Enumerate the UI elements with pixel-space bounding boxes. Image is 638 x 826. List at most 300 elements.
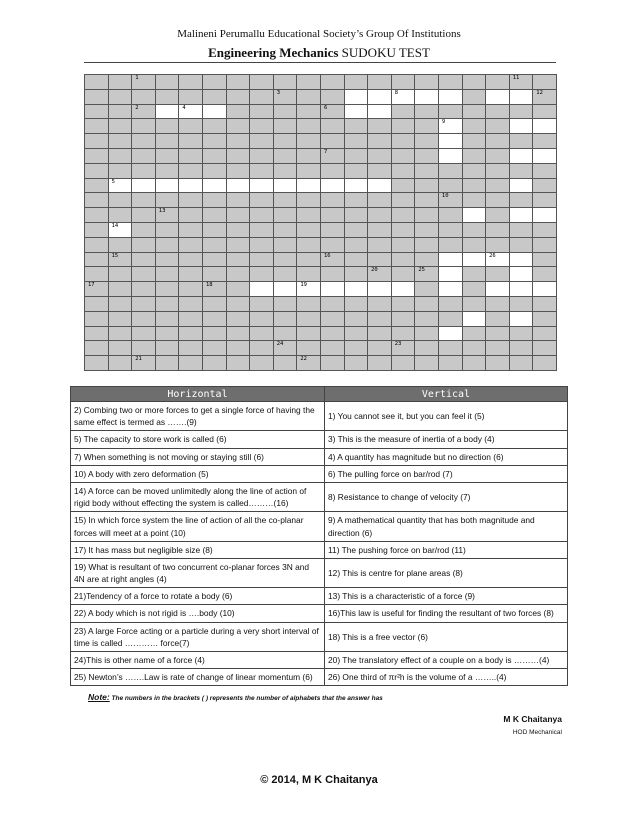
grid-cell-shaded xyxy=(132,252,156,267)
grid-cell-shaded xyxy=(462,163,486,178)
grid-cell-shaded xyxy=(155,134,179,149)
grid-cell-shaded xyxy=(132,119,156,134)
grid-cell-shaded xyxy=(486,104,510,119)
grid-cell-shaded xyxy=(320,356,344,371)
grid-cell-shaded xyxy=(320,193,344,208)
grid-cell-shaded xyxy=(202,252,226,267)
grid-cell-shaded xyxy=(108,193,132,208)
clue-row xyxy=(71,431,568,448)
grid-cell-shaded xyxy=(108,163,132,178)
grid-cell-shaded xyxy=(226,296,250,311)
grid-cell-shaded xyxy=(132,237,156,252)
grid-cell-shaded xyxy=(179,163,203,178)
grid-cell-shaded xyxy=(533,193,557,208)
grid-cell-answer[interactable] xyxy=(438,119,462,134)
grid-cell-answer[interactable] xyxy=(486,252,510,267)
grid-cell-shaded xyxy=(462,282,486,297)
grid-cell-shaded xyxy=(85,326,109,341)
grid-cell-shaded xyxy=(344,311,368,326)
grid-cell-answer[interactable] xyxy=(132,178,156,193)
grid-cell-shaded xyxy=(85,282,109,297)
grid-cell-shaded xyxy=(202,75,226,90)
grid-cell-answer[interactable] xyxy=(509,252,533,267)
grid-cell-shaded xyxy=(391,119,415,134)
horizontal-clue: 24)This is other name of a force (4) xyxy=(71,652,325,669)
grid-cell-answer[interactable] xyxy=(509,178,533,193)
grid-cell-shaded xyxy=(250,163,274,178)
grid-cell-answer[interactable] xyxy=(179,178,203,193)
grid-cell-shaded xyxy=(533,296,557,311)
grid-cell-shaded xyxy=(368,119,392,134)
clue-row xyxy=(71,558,568,587)
grid-cell-answer[interactable] xyxy=(415,89,439,104)
grid-cell-answer[interactable] xyxy=(509,148,533,163)
grid-cell-answer[interactable] xyxy=(438,252,462,267)
grid-cell-shaded xyxy=(132,311,156,326)
grid-cell-shaded xyxy=(179,311,203,326)
grid-cell-answer[interactable] xyxy=(438,89,462,104)
grid-cell-shaded xyxy=(320,134,344,149)
grid-cell-shaded xyxy=(250,89,274,104)
grid-cell-answer[interactable] xyxy=(438,282,462,297)
grid-cell-answer[interactable] xyxy=(438,148,462,163)
grid-cell-shaded xyxy=(226,148,250,163)
grid-cell-answer[interactable] xyxy=(108,178,132,193)
grid-cell-answer[interactable] xyxy=(391,282,415,297)
note xyxy=(88,692,383,702)
clue-number: 11 xyxy=(512,75,520,81)
grid-cell-shaded xyxy=(226,267,250,282)
grid-cell-shaded xyxy=(415,296,439,311)
horizontal-clue: 17) It has mass but negligible size (8) xyxy=(71,541,325,558)
grid-cell-shaded xyxy=(368,341,392,356)
grid-cell-shaded xyxy=(85,163,109,178)
grid-cell-shaded xyxy=(415,163,439,178)
grid-cell-shaded xyxy=(179,75,203,90)
grid-cell-shaded xyxy=(202,326,226,341)
grid-cell-answer[interactable] xyxy=(344,178,368,193)
grid-cell-shaded xyxy=(250,356,274,371)
grid-row xyxy=(85,341,557,356)
grid-cell-shaded xyxy=(273,237,297,252)
grid-cell-shaded xyxy=(533,237,557,252)
grid-cell-answer[interactable] xyxy=(533,208,557,223)
grid-cell-shaded xyxy=(179,326,203,341)
grid-cell-shaded xyxy=(155,356,179,371)
grid-row xyxy=(85,208,557,223)
grid-cell-answer[interactable] xyxy=(438,326,462,341)
grid-cell-answer[interactable] xyxy=(368,178,392,193)
grid-cell-answer[interactable] xyxy=(226,178,250,193)
clue-number: 23 xyxy=(394,341,402,348)
clues-table xyxy=(70,386,568,686)
grid-cell-shaded xyxy=(226,163,250,178)
grid-cell-answer[interactable] xyxy=(533,148,557,163)
grid-cell-shaded xyxy=(132,104,156,119)
clue-row xyxy=(71,512,568,541)
grid-cell-answer[interactable] xyxy=(273,282,297,297)
grid-cell-answer[interactable] xyxy=(509,311,533,326)
grid-cell-shaded xyxy=(179,252,203,267)
clue-number: 1 xyxy=(135,75,139,81)
grid-cell-shaded xyxy=(486,341,510,356)
grid-cell-shaded xyxy=(368,163,392,178)
note-label: Note: xyxy=(88,692,110,702)
grid-cell-shaded xyxy=(391,296,415,311)
grid-cell-answer[interactable] xyxy=(486,89,510,104)
grid-cell-shaded xyxy=(415,341,439,356)
grid-cell-shaded xyxy=(415,208,439,223)
grid-cell-shaded xyxy=(250,134,274,149)
clue-number: 25 xyxy=(418,267,425,274)
grid-cell-shaded xyxy=(132,193,156,208)
grid-cell-answer[interactable] xyxy=(297,282,321,297)
grid-cell-shaded xyxy=(250,341,274,356)
grid-cell-shaded xyxy=(85,311,109,326)
grid-cell-shaded xyxy=(179,356,203,371)
grid-cell-shaded xyxy=(533,356,557,371)
vertical-clue: 12) This is centre for plane areas (8) xyxy=(325,558,568,587)
grid-cell-shaded xyxy=(438,178,462,193)
grid-cell-shaded xyxy=(533,75,557,90)
test-name: SUDOKU TEST xyxy=(338,45,430,60)
grid-cell-shaded xyxy=(226,222,250,237)
clue-row xyxy=(71,652,568,669)
grid-cell-answer[interactable] xyxy=(509,267,533,282)
grid-cell-shaded xyxy=(297,193,321,208)
horizontal-clue: 14) A force can be moved unlimitedly along the line of action of rigid body without effecting the system is called………(16) xyxy=(71,482,325,511)
clue-number: 9 xyxy=(441,119,446,126)
grid-cell-shaded xyxy=(85,89,109,104)
grid-cell-shaded xyxy=(108,296,132,311)
grid-cell-shaded xyxy=(273,326,297,341)
grid-cell-shaded xyxy=(108,237,132,252)
grid-cell-answer[interactable] xyxy=(250,178,274,193)
grid-cell-answer[interactable] xyxy=(533,282,557,297)
grid-cell-shaded xyxy=(226,341,250,356)
grid-cell-answer[interactable] xyxy=(155,104,179,119)
grid-cell-shaded xyxy=(273,148,297,163)
grid-cell-shaded xyxy=(202,282,226,297)
grid-cell-shaded xyxy=(391,222,415,237)
grid-cell-shaded xyxy=(155,222,179,237)
grid-cell-shaded xyxy=(320,326,344,341)
grid-cell-answer[interactable] xyxy=(391,89,415,104)
grid-cell-shaded xyxy=(391,341,415,356)
grid-cell-shaded xyxy=(462,119,486,134)
grid-cell-answer[interactable] xyxy=(297,178,321,193)
grid-cell-shaded xyxy=(533,178,557,193)
grid-cell-shaded xyxy=(202,237,226,252)
grid-row xyxy=(85,134,557,149)
grid-cell-shaded xyxy=(132,326,156,341)
grid-cell-shaded xyxy=(509,356,533,371)
grid-cell-shaded xyxy=(320,89,344,104)
grid-cell-shaded xyxy=(85,148,109,163)
grid-cell-shaded xyxy=(155,75,179,90)
grid-cell-answer[interactable] xyxy=(202,104,226,119)
clue-number: 19 xyxy=(300,282,307,289)
grid-cell-shaded xyxy=(320,208,344,223)
grid-cell-shaded xyxy=(132,75,156,90)
grid-cell-shaded xyxy=(273,104,297,119)
grid-cell-shaded xyxy=(155,148,179,163)
grid-cell-shaded xyxy=(438,222,462,237)
grid-cell-shaded xyxy=(85,296,109,311)
grid-cell-shaded xyxy=(273,89,297,104)
grid-cell-answer[interactable] xyxy=(108,222,132,237)
grid-cell-shaded xyxy=(85,104,109,119)
grid-cell-answer[interactable] xyxy=(344,282,368,297)
grid-cell-shaded xyxy=(132,89,156,104)
grid-cell-shaded xyxy=(250,311,274,326)
grid-cell-shaded xyxy=(391,134,415,149)
grid-cell-shaded xyxy=(533,222,557,237)
grid-cell-shaded xyxy=(297,208,321,223)
grid-cell-shaded xyxy=(438,208,462,223)
grid-cell-shaded xyxy=(202,356,226,371)
grid-cell-answer[interactable] xyxy=(462,311,486,326)
grid-cell-shaded xyxy=(108,134,132,149)
grid-cell-answer[interactable] xyxy=(320,178,344,193)
grid-cell-shaded xyxy=(415,178,439,193)
grid-cell-shaded xyxy=(226,89,250,104)
clue-row xyxy=(71,588,568,605)
grid-cell-shaded xyxy=(250,119,274,134)
grid-row xyxy=(85,267,557,282)
grid-cell-shaded xyxy=(368,148,392,163)
grid-cell-shaded xyxy=(132,341,156,356)
grid-cell-shaded xyxy=(179,134,203,149)
grid-cell-shaded xyxy=(486,119,510,134)
vertical-clue: 9) A mathematical quantity that has both magnitude and direction (6) xyxy=(325,512,568,541)
grid-cell-shaded xyxy=(344,119,368,134)
grid-cell-shaded xyxy=(533,163,557,178)
grid-cell-shaded xyxy=(179,267,203,282)
grid-cell-shaded xyxy=(297,326,321,341)
grid-cell-shaded xyxy=(179,222,203,237)
grid-cell-shaded xyxy=(108,75,132,90)
grid-cell-shaded xyxy=(415,326,439,341)
grid-cell-shaded xyxy=(391,311,415,326)
grid-cell-shaded xyxy=(273,222,297,237)
grid-cell-shaded xyxy=(462,237,486,252)
institution-name: Malineni Perumallu Educational Society’s Group Of Institutions xyxy=(177,28,461,40)
grid-cell-shaded xyxy=(509,341,533,356)
grid-cell-shaded xyxy=(132,134,156,149)
grid-cell-shaded xyxy=(462,296,486,311)
grid-cell-shaded xyxy=(250,104,274,119)
grid-cell-shaded xyxy=(85,356,109,371)
grid-cell-shaded xyxy=(462,134,486,149)
grid-cell-shaded xyxy=(391,356,415,371)
grid-cell-shaded xyxy=(344,356,368,371)
grid-cell-shaded xyxy=(179,119,203,134)
horizontal-header: Horizontal xyxy=(71,387,325,402)
grid-row xyxy=(85,252,557,267)
grid-cell-shaded xyxy=(320,267,344,282)
grid-cell-shaded xyxy=(132,282,156,297)
grid-cell-shaded xyxy=(509,222,533,237)
grid-cell-shaded xyxy=(226,356,250,371)
clue-number: 8 xyxy=(394,89,399,96)
grid-cell-answer[interactable] xyxy=(509,282,533,297)
grid-cell-shaded xyxy=(391,75,415,90)
grid-cell-answer[interactable] xyxy=(462,252,486,267)
grid-cell-shaded xyxy=(344,75,368,90)
grid-cell-shaded xyxy=(250,326,274,341)
grid-cell-shaded xyxy=(226,193,250,208)
grid-cell-shaded xyxy=(415,148,439,163)
grid-cell-shaded xyxy=(273,296,297,311)
clue-number: 2 xyxy=(135,104,139,111)
grid-cell-answer[interactable] xyxy=(250,282,274,297)
grid-cell-shaded xyxy=(415,75,439,90)
grid-row xyxy=(85,193,557,208)
grid-cell-answer[interactable] xyxy=(179,104,203,119)
grid-cell-answer[interactable] xyxy=(438,134,462,149)
grid-cell-answer[interactable] xyxy=(155,178,179,193)
grid-cell-shaded xyxy=(415,119,439,134)
grid-cell-shaded xyxy=(415,267,439,282)
vertical-clue: 11) The pushing force on bar/rod (11) xyxy=(325,541,568,558)
clue-number: 21 xyxy=(135,356,142,363)
grid-cell-shaded xyxy=(202,89,226,104)
grid-cell-shaded xyxy=(462,75,486,90)
grid-cell-shaded xyxy=(438,311,462,326)
grid-cell-shaded xyxy=(202,296,226,311)
grid-cell-answer[interactable] xyxy=(368,282,392,297)
grid-cell-shaded xyxy=(509,296,533,311)
grid-cell-shaded xyxy=(155,119,179,134)
grid-cell-answer[interactable] xyxy=(509,89,533,104)
grid-cell-shaded xyxy=(320,163,344,178)
grid-cell-shaded xyxy=(202,193,226,208)
grid-cell-shaded xyxy=(368,208,392,223)
grid-cell-shaded xyxy=(108,252,132,267)
grid-cell-shaded xyxy=(179,193,203,208)
grid-cell-shaded xyxy=(320,296,344,311)
grid-cell-shaded xyxy=(486,311,510,326)
grid-cell-answer[interactable] xyxy=(438,267,462,282)
title-divider xyxy=(84,62,556,63)
clue-number: 18 xyxy=(205,282,213,289)
grid-cell-shaded xyxy=(108,326,132,341)
grid-cell-shaded xyxy=(85,222,109,237)
grid-row xyxy=(85,282,557,297)
vertical-clue: 26) One third of πr²h is the volume of a ……..(4) xyxy=(325,669,568,686)
grid-cell-shaded xyxy=(368,356,392,371)
grid-cell-shaded xyxy=(368,75,392,90)
grid-cell-shaded xyxy=(155,252,179,267)
grid-cell-shaded xyxy=(202,119,226,134)
grid-cell-shaded xyxy=(155,163,179,178)
clue-row xyxy=(71,448,568,465)
grid-cell-shaded xyxy=(155,282,179,297)
grid-cell-answer[interactable] xyxy=(344,104,368,119)
grid-cell-answer[interactable] xyxy=(368,89,392,104)
grid-row xyxy=(85,237,557,252)
grid-cell-shaded xyxy=(344,296,368,311)
grid-cell-shaded xyxy=(202,163,226,178)
horizontal-clue: 7) When something is not moving or staying still (6) xyxy=(71,448,325,465)
grid-cell-answer[interactable] xyxy=(509,208,533,223)
grid-cell-shaded xyxy=(85,134,109,149)
grid-cell-shaded xyxy=(344,134,368,149)
grid-cell-shaded xyxy=(438,237,462,252)
grid-cell-shaded xyxy=(391,163,415,178)
grid-cell-shaded xyxy=(533,326,557,341)
grid-cell-shaded xyxy=(438,193,462,208)
grid-cell-shaded xyxy=(438,75,462,90)
grid-cell-answer[interactable] xyxy=(462,208,486,223)
grid-cell-shaded xyxy=(132,296,156,311)
copyright: © 2014, M K Chaitanya xyxy=(260,774,378,786)
grid-cell-answer[interactable] xyxy=(533,119,557,134)
grid-cell-shaded xyxy=(368,267,392,282)
grid-cell-shaded xyxy=(226,104,250,119)
grid-cell-shaded xyxy=(297,252,321,267)
grid-cell-answer[interactable] xyxy=(273,178,297,193)
grid-cell-shaded xyxy=(202,311,226,326)
grid-cell-shaded xyxy=(438,356,462,371)
grid-cell-shaded xyxy=(462,341,486,356)
grid-cell-shaded xyxy=(273,356,297,371)
horizontal-clue: 25) Newton’s …….Law is rate of change of linear momentum (6) xyxy=(71,669,325,686)
grid-cell-shaded xyxy=(486,326,510,341)
grid-cell-shaded xyxy=(297,267,321,282)
grid-cell-shaded xyxy=(462,104,486,119)
grid-cell-shaded xyxy=(486,75,510,90)
grid-cell-shaded xyxy=(415,356,439,371)
grid-cell-answer[interactable] xyxy=(202,178,226,193)
clue-number: 10 xyxy=(441,193,449,200)
grid-cell-shaded xyxy=(179,237,203,252)
page-title xyxy=(0,45,638,61)
grid-cell-shaded xyxy=(202,148,226,163)
grid-cell-shaded xyxy=(368,252,392,267)
clue-row xyxy=(71,605,568,622)
horizontal-clue: 23) A large Force acting or a particle during a very short interval of time is called ………… force(7) xyxy=(71,622,325,651)
grid-cell-shaded xyxy=(297,222,321,237)
grid-cell-answer[interactable] xyxy=(486,282,510,297)
grid-cell-answer[interactable] xyxy=(368,104,392,119)
horizontal-clue: 2) Combing two or more forces to get a single force of having the same effect is termed as …….(9) xyxy=(71,402,325,431)
grid-cell-shaded xyxy=(179,148,203,163)
grid-cell-shaded xyxy=(85,237,109,252)
grid-cell-shaded xyxy=(273,75,297,90)
grid-cell-answer[interactable] xyxy=(320,282,344,297)
clue-number: 14 xyxy=(111,222,119,229)
grid-cell-shaded xyxy=(132,356,156,371)
vertical-clue: 8) Resistance to change of velocity (7) xyxy=(325,482,568,511)
grid-cell-shaded xyxy=(179,208,203,223)
grid-cell-shaded xyxy=(509,163,533,178)
grid-cell-shaded xyxy=(226,134,250,149)
grid-cell-shaded xyxy=(391,104,415,119)
grid-cell-shaded xyxy=(155,296,179,311)
grid-cell-answer[interactable] xyxy=(344,89,368,104)
grid-cell-shaded xyxy=(486,193,510,208)
grid-cell-shaded xyxy=(344,193,368,208)
grid-cell-shaded xyxy=(368,222,392,237)
grid-cell-answer[interactable] xyxy=(509,119,533,134)
grid-row xyxy=(85,311,557,326)
grid-row xyxy=(85,163,557,178)
grid-row xyxy=(85,178,557,193)
grid-cell-shaded xyxy=(462,222,486,237)
grid-cell-shaded xyxy=(486,356,510,371)
